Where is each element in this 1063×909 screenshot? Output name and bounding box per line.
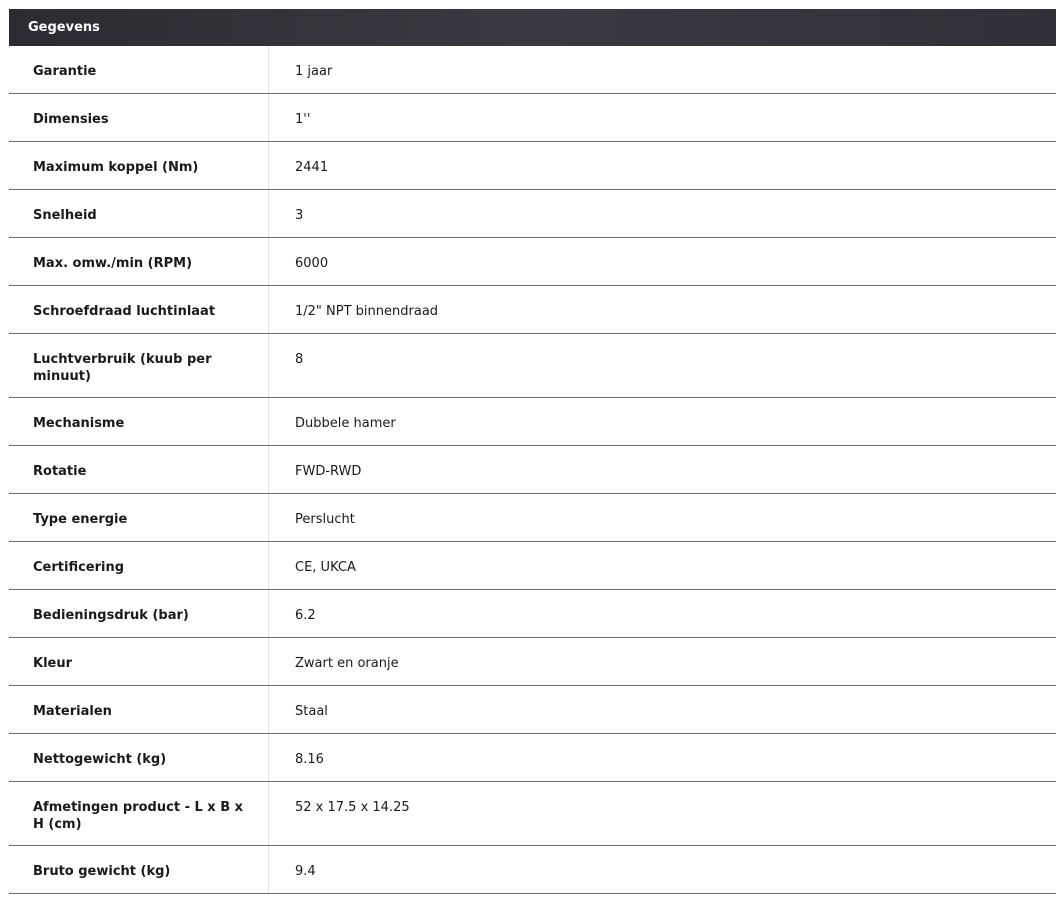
spec-value: 8.16 <box>295 752 324 767</box>
spec-row-maximum-koppel <box>9 142 1056 190</box>
spec-label: Kleur <box>9 638 269 685</box>
specifications-title: Gegevens <box>28 20 100 35</box>
spec-label: Type energie <box>9 494 269 541</box>
spec-row-nettogewicht <box>9 734 1056 782</box>
spec-label: Dimensies <box>9 94 269 141</box>
spec-row-bruto-gewicht <box>9 846 1056 894</box>
spec-row-rotatie <box>9 446 1056 494</box>
spec-row-afmetingen <box>9 782 1056 846</box>
spec-row-garantie <box>9 46 1056 94</box>
spec-label: Materialen <box>9 686 269 733</box>
specifications-header <box>9 9 1056 46</box>
spec-value: 1/2" NPT binnendraad <box>295 304 439 319</box>
spec-row-bedieningsdruk <box>9 590 1056 638</box>
spec-value: 1'' <box>295 112 311 127</box>
spec-label: Bedieningsdruk (bar) <box>9 590 269 637</box>
spec-label: Mechanisme <box>9 398 269 445</box>
spec-label: Afmetingen product - L x B x H (cm) <box>9 782 269 845</box>
spec-label: Schroefdraad luchtinlaat <box>9 286 269 333</box>
spec-row-dimensies <box>9 94 1056 142</box>
spec-value: FWD-RWD <box>295 464 362 479</box>
spec-value: 8 <box>295 352 304 367</box>
spec-value: 6000 <box>295 256 329 271</box>
spec-label: Certificering <box>9 542 269 589</box>
spec-row-luchtverbruik <box>9 334 1056 398</box>
spec-label: Garantie <box>9 46 269 93</box>
spec-value: 9.4 <box>295 864 316 879</box>
spec-label: Bruto gewicht (kg) <box>9 846 269 893</box>
spec-label: Snelheid <box>9 190 269 237</box>
spec-value: 3 <box>295 208 304 223</box>
spec-value: Perslucht <box>295 512 355 527</box>
specifications-rows <box>9 46 1056 894</box>
spec-row-kleur <box>9 638 1056 686</box>
spec-value: 1 jaar <box>295 64 333 79</box>
spec-label: Rotatie <box>9 446 269 493</box>
spec-label: Maximum koppel (Nm) <box>9 142 269 189</box>
spec-value: 6.2 <box>295 608 316 623</box>
spec-label: Max. omw./min (RPM) <box>9 238 269 285</box>
spec-row-materialen <box>9 686 1056 734</box>
spec-row-snelheid <box>9 190 1056 238</box>
spec-row-mechanisme <box>9 398 1056 446</box>
spec-value: Dubbele hamer <box>295 416 396 431</box>
spec-value: Zwart en oranje <box>295 656 399 671</box>
spec-label: Nettogewicht (kg) <box>9 734 269 781</box>
spec-row-rpm <box>9 238 1056 286</box>
spec-label: Luchtverbruik (kuub per minuut) <box>9 334 269 397</box>
spec-value: CE, UKCA <box>295 560 356 575</box>
spec-row-certificering <box>9 542 1056 590</box>
spec-value: 2441 <box>295 160 329 175</box>
specifications-table <box>9 9 1056 894</box>
spec-value: 52 x 17.5 x 14.25 <box>295 800 410 815</box>
spec-row-schroefdraad <box>9 286 1056 334</box>
spec-row-type-energie <box>9 494 1056 542</box>
spec-value: Staal <box>295 704 328 719</box>
